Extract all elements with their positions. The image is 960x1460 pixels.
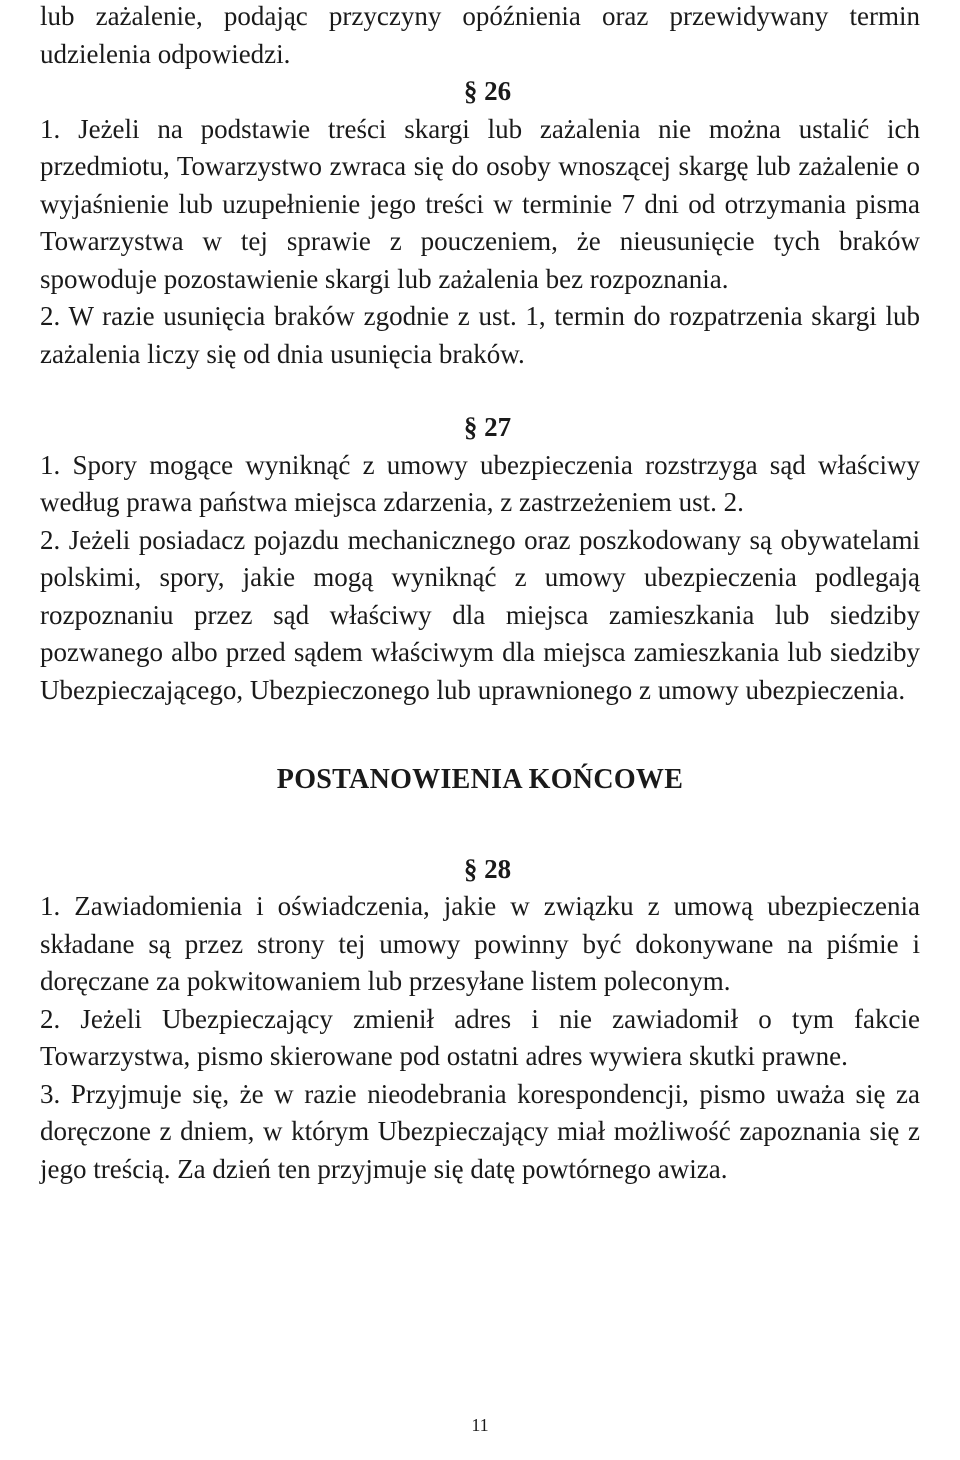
item-text: Przyjmuje się, że w razie nieodebrania korespondencji, pismo uważa się za doręczone z dniem, w którym Ubezpieczający miał możliwość zapoznania się z jego treścią. Za dzień ten przyjmuje się datę powtórnego awiza. xyxy=(40,1078,921,1184)
item-text: Jeżeli na podstawie treści skargi lub zażalenia nie można ustalić ich przedmiotu, Towarzystwo zwraca się do osoby wnoszącej skargę lub zażalenie o wyjaśnienie lub uzupełnienie jego treści w terminie 7 dni od otrzymania pisma Towarzystwa w tej sprawie z pouczeniem, że nieusunięcie tych braków spowoduje pozostawienie skargi lub zażalenia bez rozpoznania. xyxy=(40,113,921,294)
item-text: Spory mogące wyniknąć z umowy ubezpieczenia rozstrzyga sąd właściwy według prawa państwa miejsca zdarzenia, z zastrzeżeniem ust. 2. xyxy=(40,449,921,517)
list-item xyxy=(40,888,920,1001)
item-number: 3. xyxy=(40,1078,61,1109)
section-title-28: § 28 xyxy=(463,853,512,884)
item-text: Zawiadomienia i oświadczenia, jakie w związku z umową ubezpieczenia składane są przez strony tej umowy powinny być dokonywane na piśmie i doręczane za pokwitowaniem lub przesyłane listem poleconym. xyxy=(40,891,920,996)
item-text: W razie usunięcia braków zgodnie z ust. 1, termin do rozpatrzenia skargi lub zażalenia liczy się od dnia usunięcia braków. xyxy=(40,301,920,369)
list-item xyxy=(40,447,920,522)
list-item xyxy=(40,111,920,299)
page-number: 11 xyxy=(471,1415,489,1435)
item-number: 2. xyxy=(40,301,61,331)
list-item xyxy=(40,1001,920,1076)
chapter-heading: POSTANOWIENIA KOŃCOWE xyxy=(276,764,684,795)
item-text: Jeżeli Ubezpieczający zmienił adres i nie zawiadomił o tym fakcie Towarzystwa, pismo skierowane pod ostatni adres wywiera skutki prawne. xyxy=(40,1003,921,1071)
list-item xyxy=(40,298,920,373)
section-title-27: § 27 xyxy=(463,412,512,442)
document-page xyxy=(40,0,920,1188)
item-number: 1. xyxy=(40,449,61,480)
item-number: 1. xyxy=(40,113,61,144)
item-number: 2. xyxy=(40,1003,61,1034)
item-text: Jeżeli posiadacz pojazdu mechanicznego oraz poszkodowany są obywatelami polskimi, spory, jakie mogą wyniknąć z umowy ubezpieczenia podlegają rozpoznaniu przez sąd właściwy dla miejsca zamieszkania lub siedziby pozwanego albo przed sądem właściwym dla miejsca zamieszkania lub siedziby Ubezpieczającego, Ubezpieczonego lub uprawnionego z umowy ubezpieczenia. xyxy=(40,524,920,705)
item-number: 2. xyxy=(40,524,61,555)
list-item xyxy=(40,522,920,710)
section-title-26: § 26 xyxy=(463,76,512,106)
item-number: 1. xyxy=(40,891,61,921)
opening-paragraph: lub zażalenie, podając przyczyny opóźnienia oraz przewidywany termin udzielenia odpowiedzi. xyxy=(40,1,920,69)
list-item xyxy=(40,1076,920,1189)
